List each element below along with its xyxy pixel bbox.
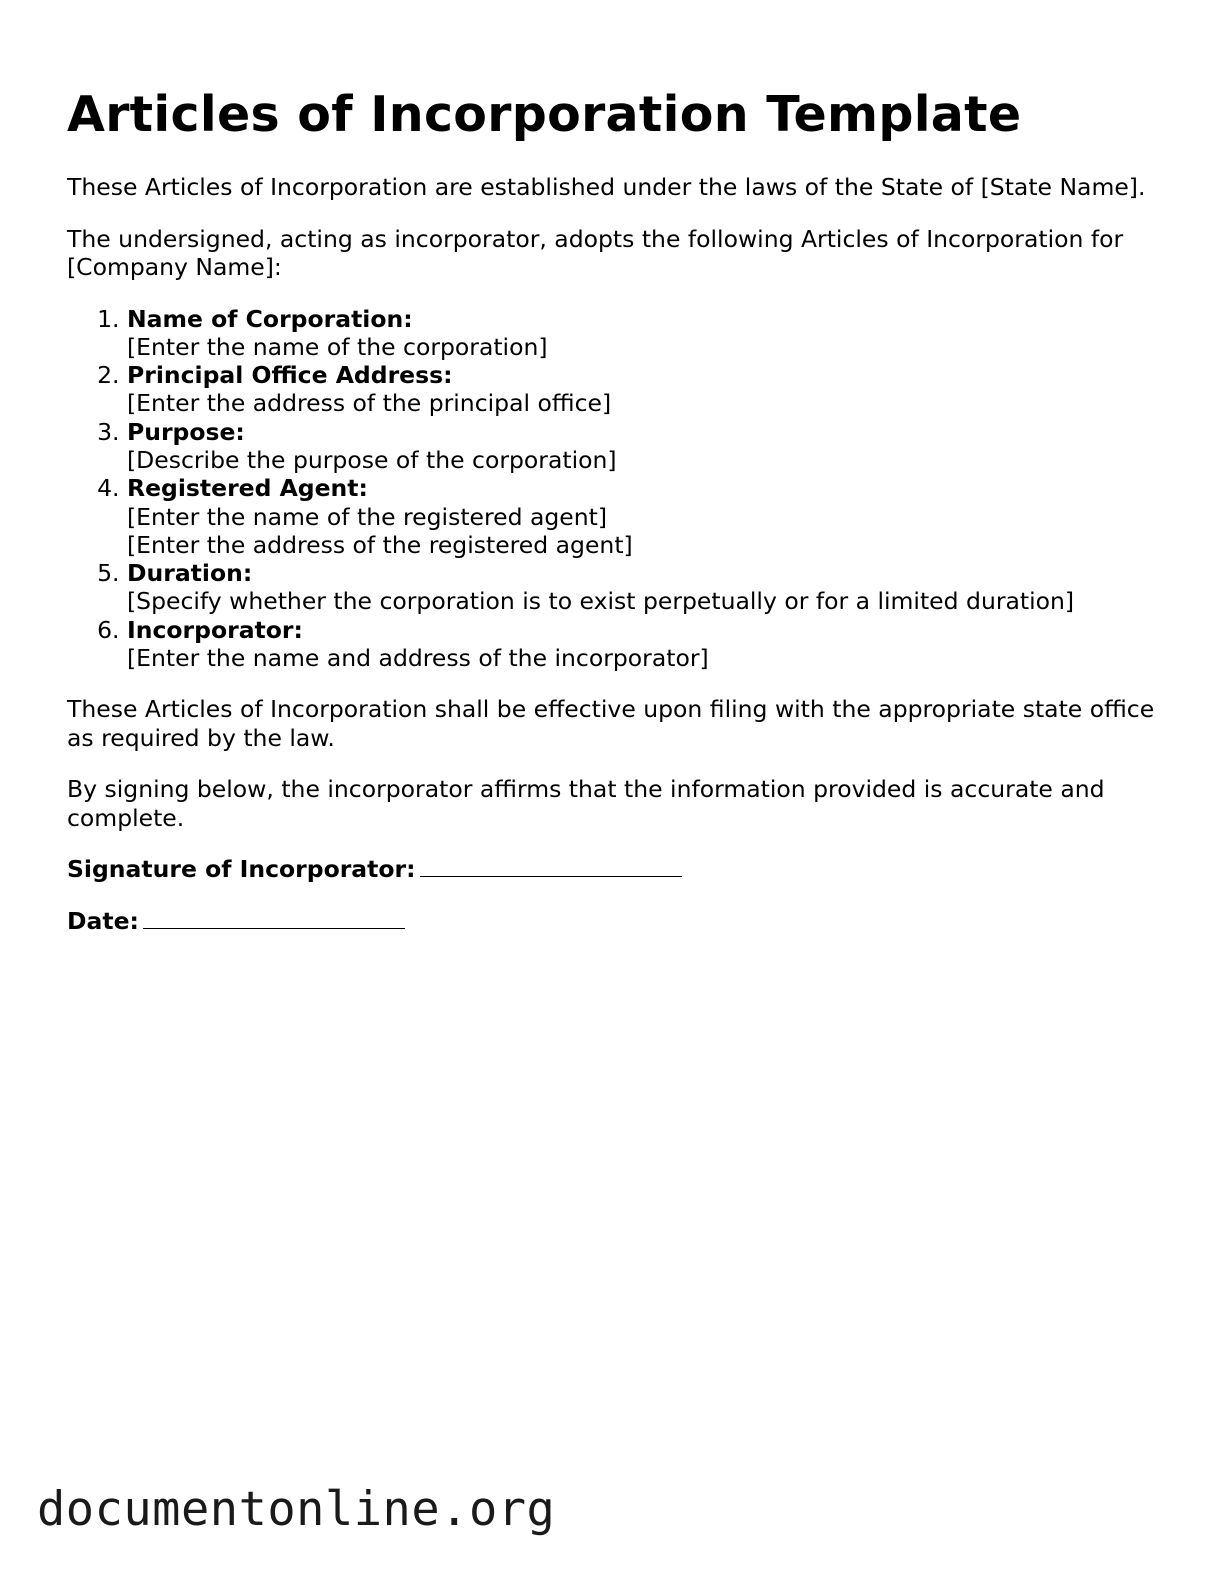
date-label: Date: <box>67 906 139 935</box>
article-placeholder: [Enter the address of the principal office] <box>127 389 612 418</box>
document-title: Articles of Incorporation Template <box>67 86 1022 143</box>
list-item <box>127 559 1167 616</box>
document-page <box>67 84 1167 935</box>
signature-label: Signature of Incorporator: <box>67 855 416 884</box>
article-heading: 6. Incorporator: <box>127 615 303 644</box>
list-item <box>127 418 1167 475</box>
list-item <box>127 305 1167 362</box>
watermark-text: documentonline.org <box>37 1482 556 1537</box>
intro-paragraph-incorporator: The undersigned, acting as incorporator, adopts the following Articles of Incorporation for [Company Name]: <box>67 224 1124 281</box>
article-placeholder: [Describe the purpose of the corporation] <box>127 445 617 474</box>
article-heading: 2. Principal Office Address: <box>127 361 453 390</box>
signature-line <box>67 855 1167 884</box>
list-item <box>127 474 1167 559</box>
articles-list <box>67 305 1167 673</box>
article-placeholder: [Enter the name of the corporation] <box>127 332 548 361</box>
date-line <box>67 907 1167 936</box>
intro-paragraph-state: These Articles of Incorporation are established under the laws of the State of [State Name]. <box>67 173 1146 201</box>
article-heading: 4. Registered Agent: <box>127 474 368 503</box>
effective-paragraph: These Articles of Incorporation shall be effective upon filing with the appropriate state office as required by the law. <box>67 695 1155 752</box>
affirmation-paragraph: By signing below, the incorporator affirms that the information provided is accurate and complete. <box>67 775 1105 832</box>
date-blank[interactable] <box>143 908 405 929</box>
article-heading: 1. Name of Corporation: <box>127 304 413 333</box>
signature-blank[interactable] <box>420 856 682 877</box>
article-heading: 3. Purpose: <box>127 417 245 446</box>
article-placeholder: [Specify whether the corporation is to exist perpetually or for a limited duration] <box>127 587 1075 616</box>
list-item <box>127 616 1167 673</box>
article-placeholder: [Enter the address of the registered agent] <box>127 530 633 559</box>
article-placeholder: [Enter the name and address of the incorporator] <box>127 644 709 673</box>
list-item <box>127 361 1167 418</box>
article-heading: 5. Duration: <box>127 559 253 588</box>
article-placeholder: [Enter the name of the registered agent] <box>127 502 608 531</box>
